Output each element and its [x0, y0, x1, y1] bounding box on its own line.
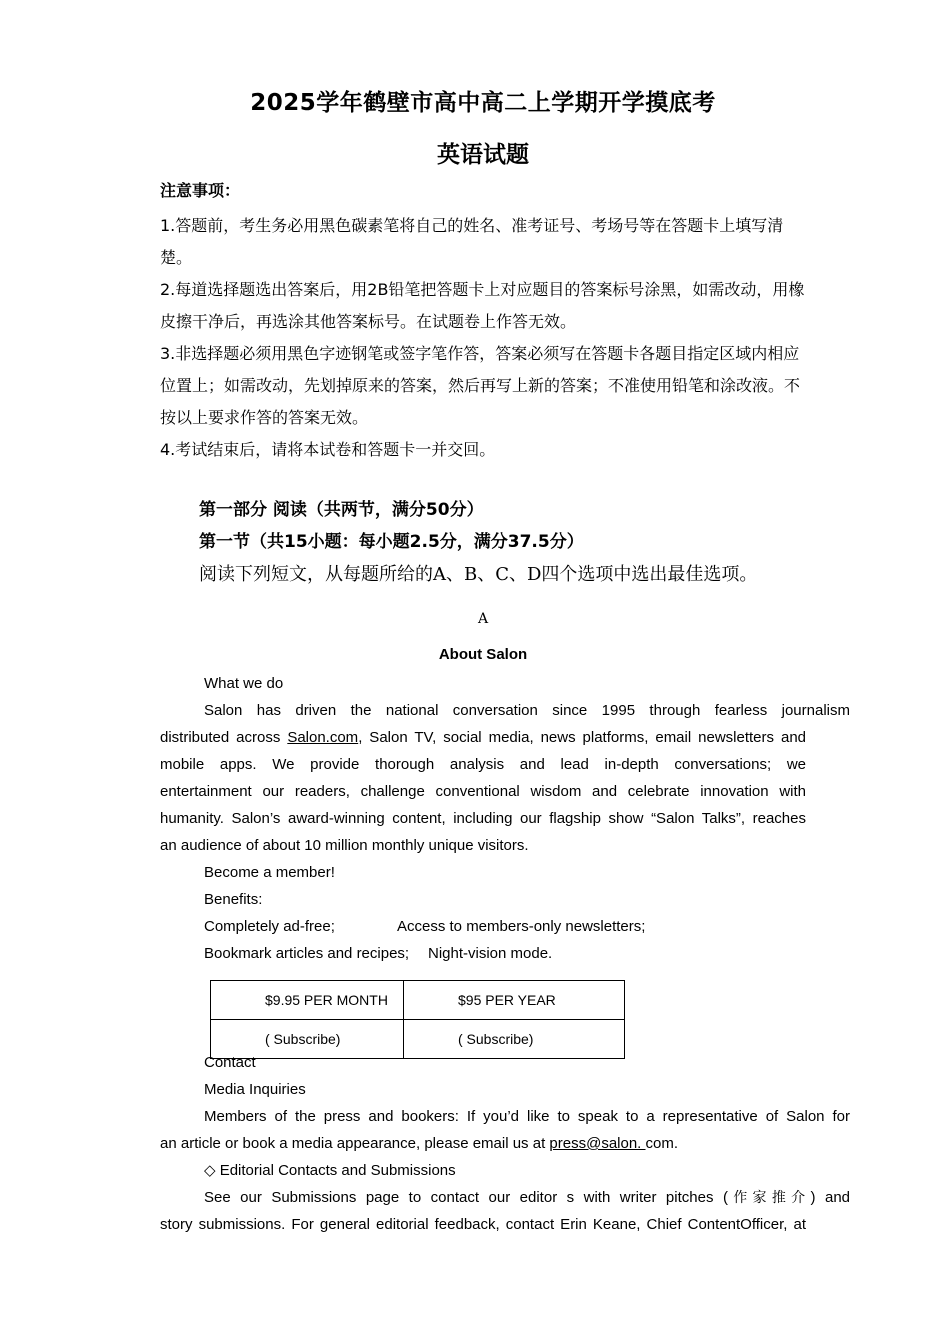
table-row: [211, 981, 625, 1020]
exam-title: 2025学年鹤壁市高中高二上学期开学摸底考: [250, 90, 716, 116]
paragraph-line: mobile apps. We provide thorough analysis and lead in-depth conversations; we: [160, 756, 806, 773]
become-member-text: Become a member!: [204, 864, 335, 881]
note-item-1: 1.答题前，考生务必用黑色碳素笔将自己的姓名、准考证号、考场号等在答题卡上填写清楚。: [160, 216, 784, 267]
subscription-table: [210, 980, 625, 1059]
subscribe-monthly-button[interactable]: ( Subscribe): [265, 1031, 341, 1047]
paragraph-line: [160, 1184, 850, 1212]
note-item-4: 4.考试结束后，请将本试卷和答题卡一并交回。: [160, 440, 496, 459]
benefits-label: Benefits:: [204, 891, 263, 908]
benefits-line: [160, 940, 850, 967]
section-instruction: 阅读下列短文，从每题所给的A、B、C、D四个选项中选出最佳选项。: [199, 564, 758, 585]
paragraph-line: an audience of about 10 million monthly unique visitors.: [160, 837, 529, 854]
text-span: com.: [645, 1135, 679, 1152]
note-item-2: 2.每道选择题选出答案后，用2B铅笔把答题卡上对应题目的答案标号涂黑，如需改动，用橡皮擦干净后，再选涂其他答案标号。在试题卷上作答无效。: [160, 280, 805, 331]
text-span: distributed across: [160, 729, 288, 746]
paragraph-line: story submissions. For general editorial feedback, contact Erin Keane, Chief ContentOfficer, at: [160, 1216, 806, 1233]
price-yearly-cell: [404, 981, 625, 1020]
price-monthly: $9.95 PER MONTH: [265, 992, 388, 1008]
subscribe-yearly-button[interactable]: ( Subscribe): [458, 1031, 534, 1047]
paragraph-line: [160, 724, 806, 751]
paragraph-line: Members of the press and bookers: If you’d like to speak to a representative of Salon for: [204, 1108, 850, 1125]
salon-link[interactable]: Salon.com: [287, 729, 359, 746]
paragraph-line: Salon has driven the national conversation since 1995 through fearless journalism: [204, 702, 850, 719]
text-span: 作家推介: [727, 1190, 811, 1206]
text-span: an article or book a media appearance, please email us at: [160, 1135, 550, 1152]
price-monthly-cell: [211, 981, 404, 1020]
paragraph-line: entertainment our readers, challenge conventional wisdom and celebrate innovation with: [160, 783, 806, 800]
passage-title: About Salon: [438, 646, 528, 663]
benefit-item: Night-vision mode.: [428, 945, 553, 962]
paragraph-line: humanity. Salon’s award-winning content, including our flagship show “Salon Talks”, reaches: [160, 810, 806, 827]
editorial-heading: ◇ Editorial Contacts and Submissions: [204, 1162, 456, 1179]
passage-letter: A: [477, 611, 489, 627]
text-span: ) and: [810, 1189, 850, 1206]
text-span: See our Submissions page to contact our editor s with writer pitches (: [204, 1189, 728, 1206]
paragraph-line: [160, 1130, 806, 1157]
part-heading: 第一部分 阅读（共两节，满分50分）: [199, 500, 484, 520]
price-yearly: $95 PER YEAR: [458, 992, 556, 1008]
note-item-3: 3.非选择题必须用黑色字迹钢笔或签字笔作答，答案必须写在答题卡各题目指定区域内相应位置上；如需改动，先划掉原来的答案，然后再写上新的答案；不准使用铅笔和涂改液。不按以上要求作答的答案无效。: [160, 344, 801, 427]
exam-subtitle: 英语试题: [437, 142, 529, 168]
benefit-item: Bookmark articles and recipes;: [204, 945, 410, 962]
benefit-item: Access to members-only newsletters;: [397, 918, 646, 935]
media-inquiries-heading: Media Inquiries: [204, 1081, 306, 1098]
text-span: , Salon TV, social media, news platforms, email newsletters and: [358, 729, 806, 746]
press-email-link[interactable]: press@salon.: [549, 1135, 646, 1152]
notes-block: [160, 180, 810, 466]
benefits-line: [160, 913, 850, 940]
benefit-item: Completely ad-free;: [204, 918, 335, 935]
notes-heading: 注意事项：: [160, 181, 241, 200]
section-heading: 第一节（共15小题：每小题2.5分，满分37.5分）: [199, 532, 584, 552]
what-we-do-heading: What we do: [204, 675, 284, 692]
contact-heading: Contact: [204, 1054, 256, 1071]
